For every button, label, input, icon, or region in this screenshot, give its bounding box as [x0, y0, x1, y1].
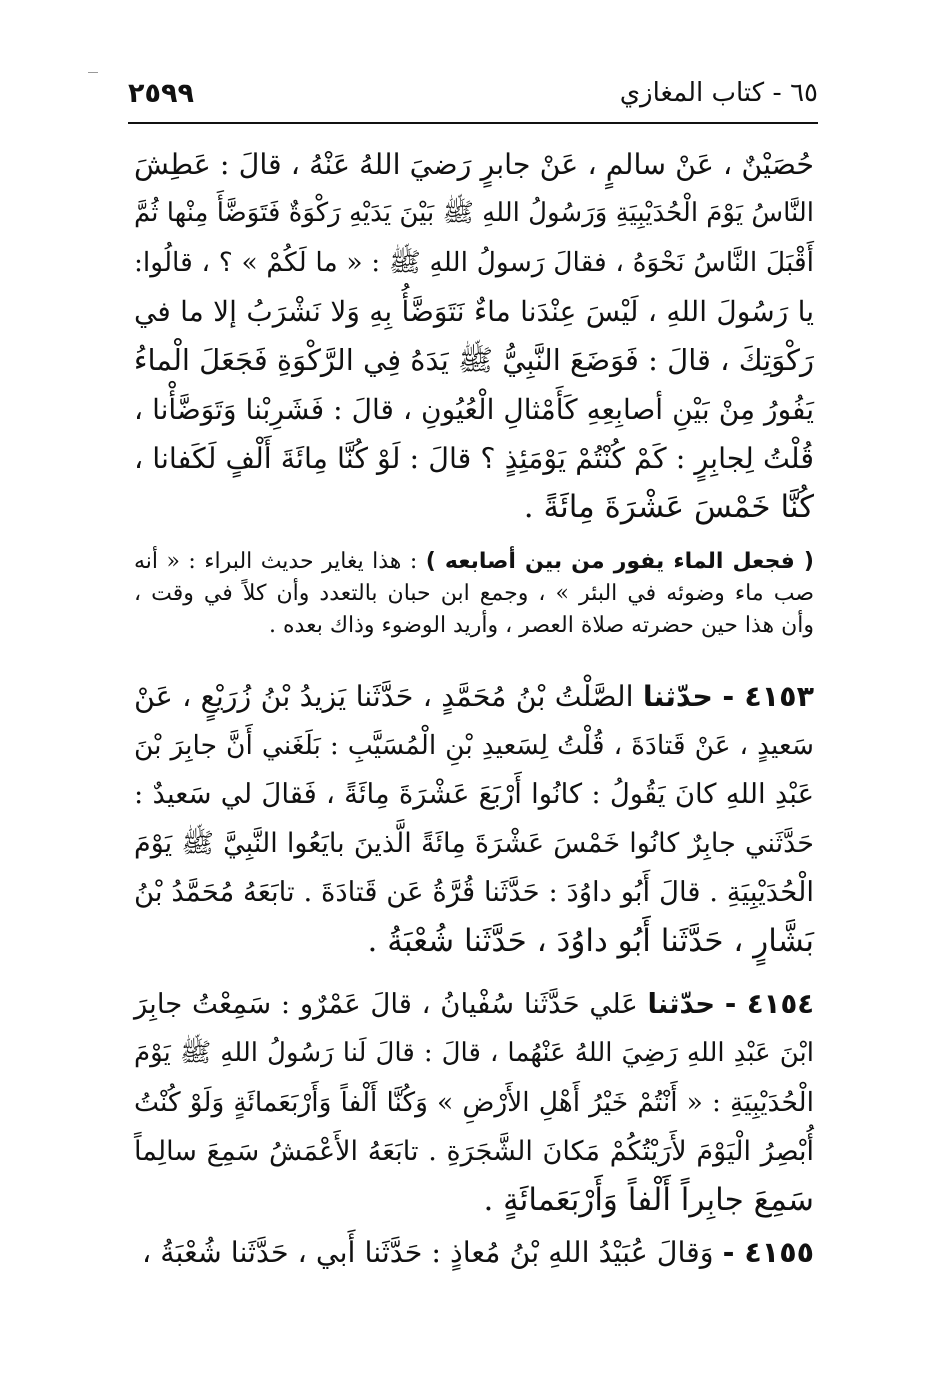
text-line: الْحُدَيْبِيَةِ : « أَنْتُمْ خَيْرُ أَهْلِ الأَرْضِ » وَكُنَّا أَلْفاً وَأَرْبَعَمائَةٍ وَلَوْ كُنْتُ	[134, 1087, 814, 1118]
text-line: كُنَّا خَمْسَ عَشْرَةَ مِائَةً .	[523, 489, 814, 525]
text-line	[134, 1228, 814, 1277]
text-line: بَشَّارٍ ، حَدَّثَنا أَبُو داوُدَ ، حَدَّثَنا شُعْبَةُ .	[367, 923, 814, 959]
hadith-4153	[134, 672, 814, 966]
text-line: حَدَّثَني جابِرٌ كانُوا خَمْسَ عَشْرَةَ مِائَةً الَّذينَ بايَعُوا النَّبِيَّ ﷺ يَوْمَ	[134, 828, 814, 859]
text-segment: عَلي حَدَّثَنا سُفْيانُ ، قالَ عَمْرٌو : سَمِعْتُ جابِرَ	[134, 988, 638, 1020]
text-line: الْحُدَيْبِيَةِ . قالَ أَبُو داوُدَ : حَدَّثَنا قُرَّةُ عَن قَتادَةَ . تابَعَهُ مُحَمَّدُ بْنُ	[134, 876, 814, 908]
text-line: قُلْتُ لِجابِرٍ : كَمْ كُنْتُمْ يَوْمَئِذٍ ؟ قالَ : لَوْ كُنَّا مِائَةَ أَلْفٍ لَكَفانا ،	[134, 442, 814, 475]
commentary-line	[134, 546, 814, 578]
text-segment: وَقالَ عُبَيْدُ اللهِ بْنُ مُعاذٍ : حَدَّثَنا أَبي ، حَدَّثَنا شُعْبَةُ ،	[141, 1236, 714, 1269]
text-line: يَفُورُ مِنْ بَيْنِ أصابِعِهِ كَأَمْثالِ الْعُيُونِ ، قالَ : فَشَرِبْنا وَتَوَضَّأْنا ،	[134, 393, 814, 426]
commentary-line: وأن هذا حين حضرته صلاة العصر ، وأريد الوضوء وذاك بعده .	[269, 613, 814, 638]
hadith-continuation	[134, 140, 814, 532]
text-line	[134, 980, 814, 1029]
text-line: سَمِعَ جابِراً أَلْفاً وَأَرْبَعَمائَةٍ .	[483, 1182, 814, 1218]
text-line: يا رَسُولَ اللهِ ، لَيْسَ عِنْدَنا ماءٌ نَتَوَضَّأُ بِهِ وَلا نَشْرَبُ إلا ما في	[134, 295, 814, 328]
commentary-note	[134, 546, 814, 642]
hadith-number: ٤١٥٣ -	[722, 680, 814, 713]
commentary-bold-phrase: ( فجعل الماء يفور من بين أصابعه )	[425, 549, 814, 574]
commentary-line: صب ماء وضوئه في البئر » ، وجمع ابن حبان بالتعدد وأن كلاً في وقت ،	[134, 581, 814, 606]
hadith-opening: حدّثنا	[642, 680, 713, 713]
page-header	[128, 72, 818, 124]
hadith-4155	[134, 1228, 814, 1277]
hadith-number: ٤١٥٥ -	[722, 1236, 814, 1269]
text-line: ابْنَ عَبْدِ اللهِ رَضِيَ اللهُ عَنْهُما ، قالَ : قالَ لَنا رَسُولُ اللهِ ﷺ يَوْمَ	[134, 1038, 814, 1068]
hadith-4154	[134, 980, 814, 1225]
scan-mark	[88, 72, 98, 73]
text-line: أَقْبَلَ النَّاسُ نَحْوَهُ ، فقالَ رَسولُ اللهِ ﷺ : « ما لَكُمْ » ؟ ، قالُوا:	[134, 247, 814, 278]
text-line: حُصَيْنٌ ، عَنْ سالمٍ ، عَنْ جابرٍ رَضيَ اللهُ عَنْهُ ، قالَ : عَطِشَ	[134, 148, 814, 181]
page-number: ٢٥٩٩	[128, 78, 194, 109]
text-line	[134, 672, 814, 721]
text-line: النَّاسُ يَوْمَ الْحُدَيْبِيَةِ وَرَسُولُ اللهِ ﷺ بَيْنَ يَدَيْهِ رَكْوَةٌ فَتَوَضَّأَ مِنْها ثُمَّ	[134, 198, 814, 228]
text-line: رَكْوَتِكَ ، قالَ : فَوَضَعَ النَّبِيُّ ﷺ يَدَهُ فِي الرَّكْوَةِ فَجَعَلَ الْماءُ	[133, 343, 814, 377]
hadith-opening: حدّثنا	[647, 988, 716, 1020]
hadith-number: ٤١٥٤ -	[724, 988, 815, 1020]
text-segment: الصَّلْتُ بْنُ مُحَمَّدٍ ، حَدَّثَنا يَزيدُ بْنُ زُرَيْعٍ ، عَنْ	[134, 680, 634, 713]
commentary-text: : هذا يغاير حديث البراء : « أنه	[134, 549, 418, 574]
text-line: أُبْصِرُ الْيَوْمَ لأَرَيْتُكُمْ مَكانَ الشَّجَرَةِ . تابَعَهُ الأَعْمَشُ سَمِعَ سالِماً	[134, 1136, 814, 1167]
text-line: عَبْدِ اللهِ كانَ يَقُولُ : كانُوا أَرْبَعَ عَشْرَةَ مِائَةً ، فَقالَ لي سَعيدٌ :	[134, 778, 814, 810]
running-title: ٦٥ - كتاب المغازي	[619, 78, 818, 108]
text-line: سَعيدٍ ، عَنْ قَتادَةَ ، قُلْتُ لِسَعيدِ بْنِ الْمُسَيَّبِ : بَلَغَني أَنَّ جابِرَ بْنَ	[134, 730, 814, 761]
